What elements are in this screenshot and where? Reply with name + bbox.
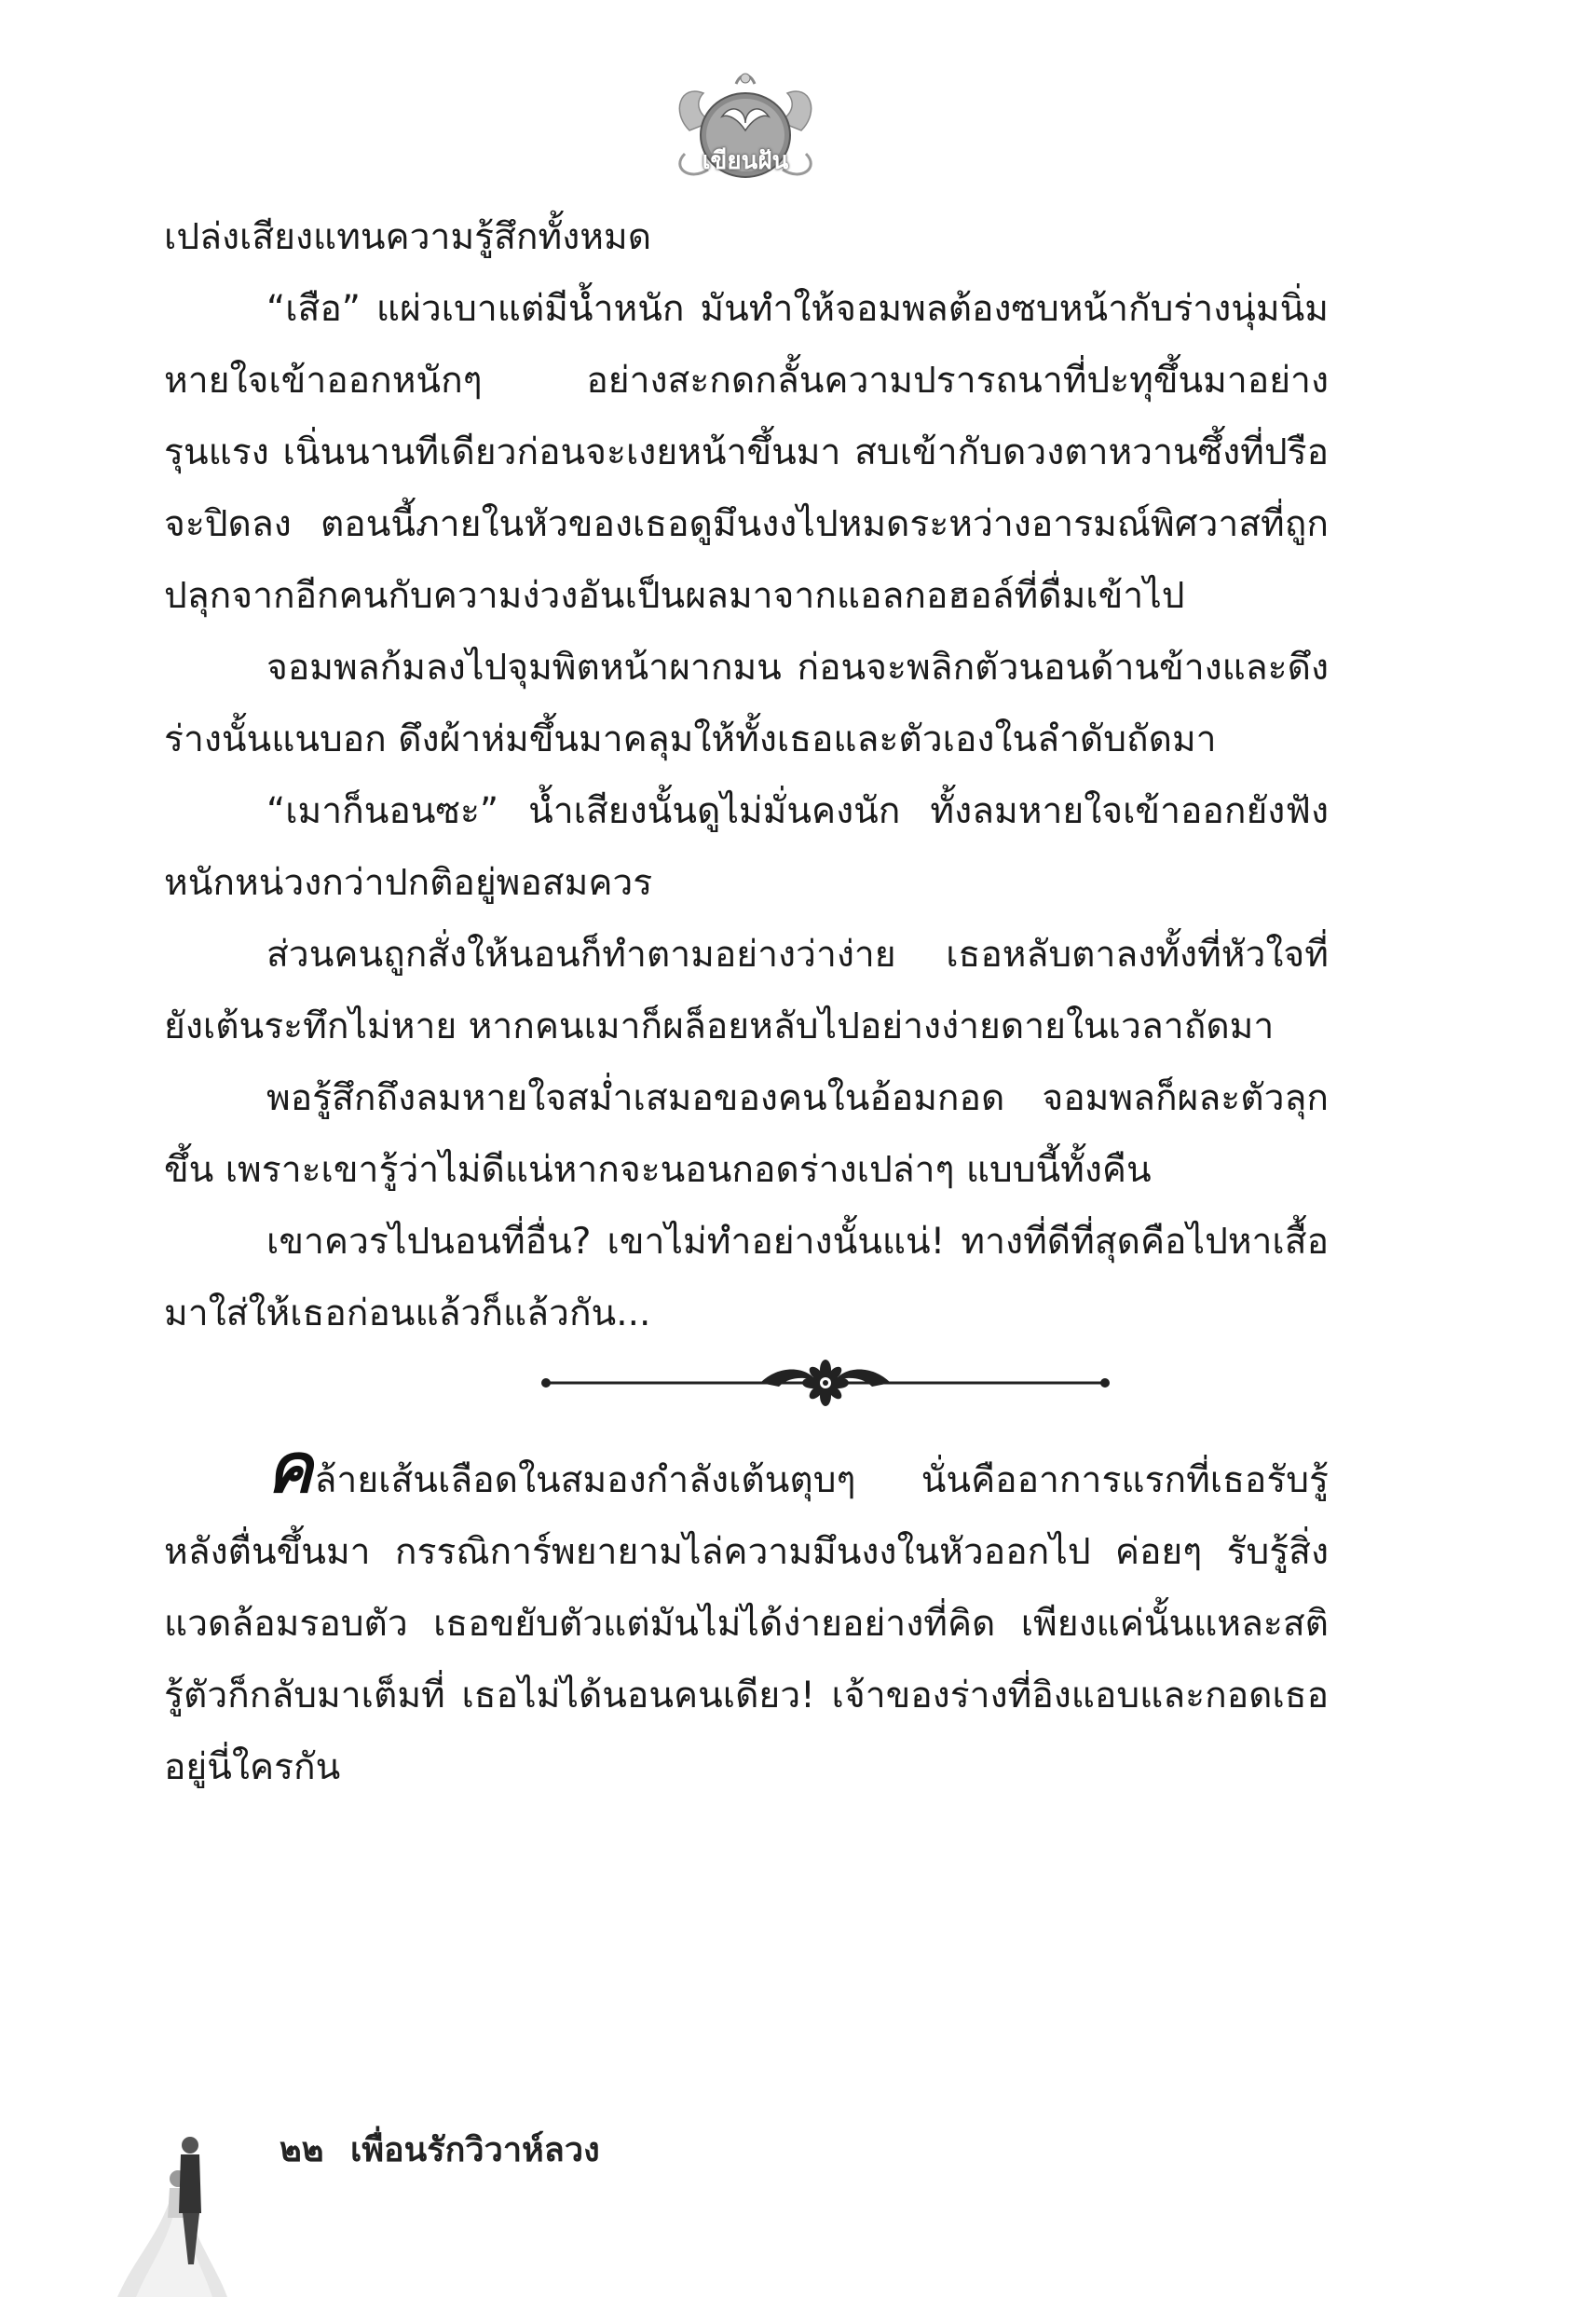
paragraph: ส่วนคนถูกสั่งให้นอนก็ทำตามอย่างว่าง่าย เธอหลับตาลงทั้งที่หัวใจที่ยังเต้นระทึกไม่หาย หากคนเมาก็ผล็อยหลับไปอย่างง่ายดายในเวลาถัดมา <box>164 934 1329 1047</box>
paragraph-dropcap <box>164 1429 1329 1803</box>
page-footer <box>280 2123 600 2179</box>
drop-cap: ค <box>266 1429 313 1509</box>
paragraph: “เมาก็นอนซะ” น้ำเสียงนั้นดูไม่มั่นคงนัก ทั้งลมหายใจเข้าออกยังฟังหนักหน่วงกว่าปกติอยู่พอสมควร <box>164 790 1329 904</box>
bride-groom-icon <box>108 2125 229 2302</box>
header-emblem <box>671 65 820 186</box>
paragraph: “เสือ” แผ่วเบาแต่มีน้ำหนัก มันทำให้จอมพลต้องซบหน้ากับร่างนุ่มนิ่ม หายใจเข้าออกหนักๆ อย่างสะกดกลั้นความปรารถนาที่ปะทุขึ้นมาอย่างรุนแรง เนิ่นนานทีเดียวก่อนจะเงยหน้าขึ้นมา สบเข้ากับดวงตาหวานซึ้งที่ปรือจะปิดลง ตอนนี้ภายในหัวของเธอดูมึนงงไปหมดระหว่างอารมณ์พิศวาสที่ถูกปลุกจากอีกคนกับความง่วงอันเป็นผลมาจากแอลกอฮอล์ที่ดื่มเข้าไป <box>164 288 1329 617</box>
paragraph: จอมพลก้มลงไปจุมพิตหน้าผากมน ก่อนจะพลิกตัวนอนด้านข้างและดึงร่างนั้นแนบอก ดึงผ้าห่มขึ้นมาคลุมให้ทั้งเธอและตัวเองในลำดับถัดมา <box>164 647 1329 760</box>
section-divider-icon <box>164 1355 1329 1411</box>
page-number: ๒๒ <box>280 2131 324 2169</box>
paragraph: เปล่งเสียงแทนความรู้สึกทั้งหมด <box>164 216 652 258</box>
main-text <box>164 201 1329 1803</box>
paragraph-text: ล้ายเส้นเลือดในสมองกำลังเต้นตุบๆ นั่นคืออาการแรกที่เธอรับรู้หลังตื่นขึ้นมา กรรณิการ์พยายามไล่ความมึนงงในหัวออกไป ค่อยๆ รับรู้สิ่งแวดล้อมรอบตัว เธอขยับตัวแต่มันไม่ได้ง่ายอย่างที่คิด เพียงแค่นั้นแหละสติรู้ตัวก็กลับมาเต็มที่ เธอไม่ได้นอนคนเดียว! เจ้าของร่างที่อิงแอบและกอดเธออยู่นี่ใครกัน <box>164 1459 1329 1788</box>
paragraph: เขาควรไปนอนที่อื่น? เขาไม่ทำอย่างนั้นแน่! ทางที่ดีที่สุดคือไปหาเสื้อมาใส่ให้เธอก่อนแล้วก็แล้วกัน... <box>164 1221 1329 1334</box>
emblem-label: เขียนฝัน <box>702 147 789 175</box>
book-title: เพื่อนรักวิวาห์ลวง <box>350 2131 600 2169</box>
paragraph: พอรู้สึกถึงลมหายใจสม่ำเสมอของคนในอ้อมกอด จอมพลก็ผละตัวลุกขึ้น เพราะเขารู้ว่าไม่ดีแน่หากจะนอนกอดร่างเปล่าๆ แบบนี้ทั้งคืน <box>164 1077 1329 1191</box>
